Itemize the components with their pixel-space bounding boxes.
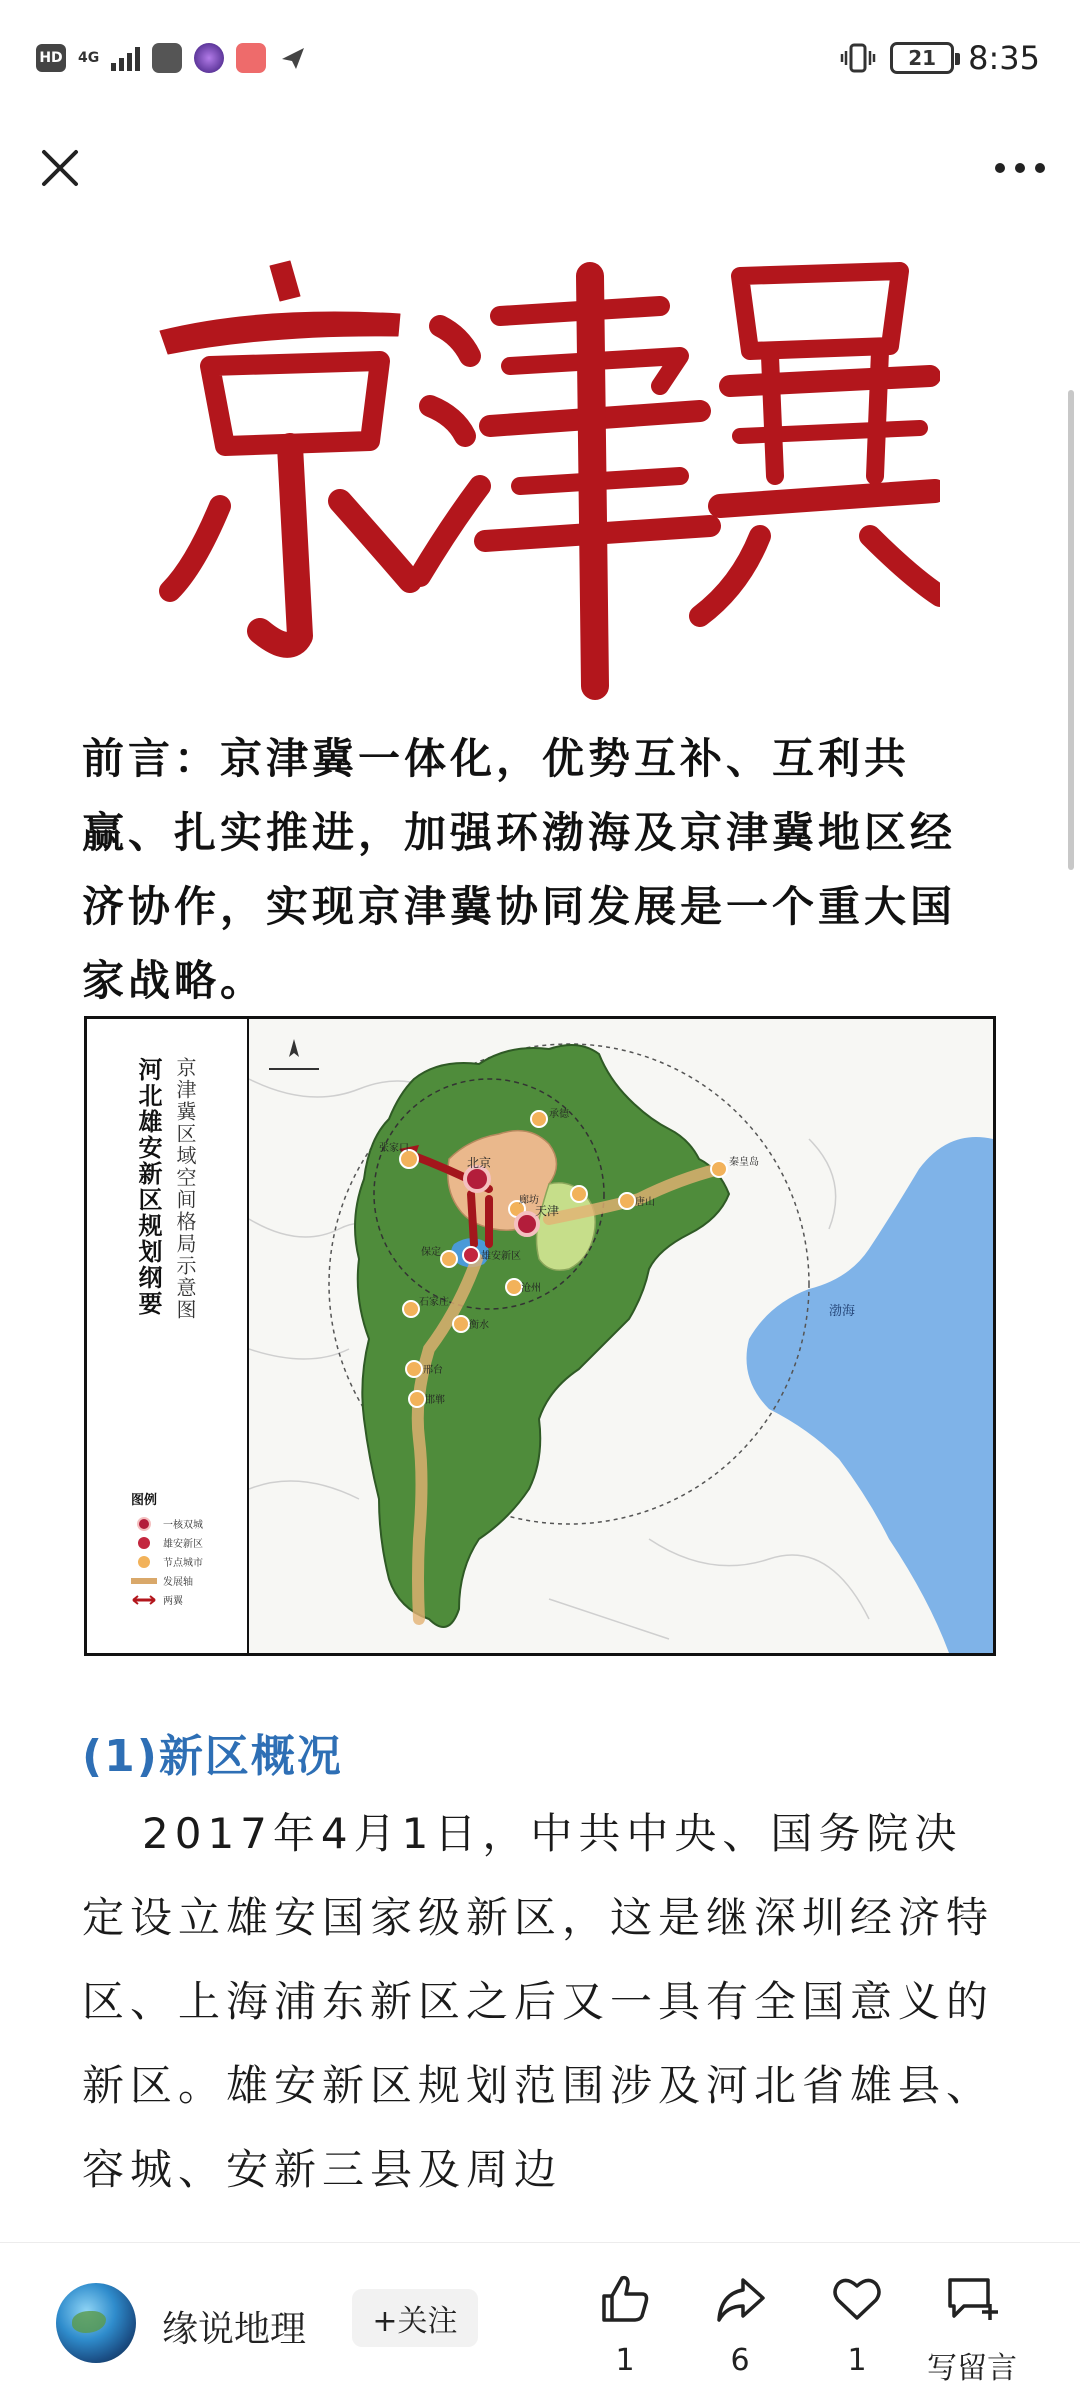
article-body-paragraph: 2017年4月1日，中共中央、国务院决定设立雄安国家级新区，这是继深圳经济特区、上海浦东新区之后又一具有全国意义的新区。雄安新区规划范围涉及河北省雄县、容城、安新三县及周边 (82, 1809, 995, 2194)
jingjinji-map-figure[interactable] (84, 1016, 996, 1656)
label-zhangjiakou: 张家口 (379, 1143, 409, 1154)
shopping-app-icon (236, 43, 266, 73)
hd-badge: HD (36, 44, 66, 72)
legend-label-axis: 发展轴 (163, 1577, 193, 1588)
label-hengshui: 衡水 (469, 1320, 489, 1331)
thumbs-up-icon (598, 2272, 652, 2326)
status-right (840, 36, 1040, 80)
label-chengde: 承德 (549, 1109, 569, 1120)
status-bar (0, 0, 1080, 118)
section-heading: (1)新区概况 (82, 1731, 343, 1782)
comment-button[interactable] (912, 2269, 1032, 2389)
comment-add-icon (944, 2272, 1000, 2326)
label-bohai: 渤海 (829, 1304, 856, 1319)
legend-label-xiongan: 雄安新区 (163, 1539, 203, 1550)
legend-title: 图例 (131, 1493, 158, 1508)
like-count: 1 (615, 2343, 635, 2378)
share-icon (713, 2272, 767, 2326)
more-button[interactable] (980, 136, 1060, 200)
author-name[interactable]: 缘说地理 (162, 2309, 307, 2350)
label-baoding: 保定 (421, 1247, 441, 1258)
close-icon (38, 146, 82, 190)
comment-label: 写留言 (927, 2351, 1017, 2386)
article-content (0, 226, 1080, 2242)
legend-label-wings: 两翼 (163, 1596, 183, 1607)
like-button[interactable] (565, 2269, 685, 2389)
label-handan: 邯郸 (425, 1395, 445, 1406)
bottom-action-bar (0, 2242, 1080, 2400)
share-button[interactable] (680, 2269, 800, 2389)
legend-row-core (131, 1514, 241, 1533)
legend-label-core: 一核双城 (163, 1520, 203, 1531)
close-button[interactable] (28, 136, 92, 200)
message-app-icon (152, 43, 182, 73)
map-drawing (249, 1019, 993, 1653)
legend-row-wings (131, 1590, 241, 1609)
favorite-button[interactable] (797, 2269, 917, 2389)
more-icon (994, 162, 1046, 174)
map-caption-panel (87, 1019, 249, 1653)
share-count: 6 (730, 2343, 750, 2378)
legend-row-xiongan (131, 1533, 241, 1552)
status-left (36, 40, 308, 76)
label-tangshan: 唐山 (635, 1197, 655, 1208)
xiongan-marker (463, 1247, 479, 1263)
signal-icon (111, 45, 140, 71)
jingjinji-calligraphy-title (140, 236, 940, 706)
map-main-title: 河北雄安新区规划纲要 (134, 1057, 162, 1317)
legend-row-axis (131, 1571, 241, 1590)
clock: 8:35 (968, 39, 1040, 77)
top-nav (0, 118, 1080, 226)
scrollbar[interactable] (1068, 390, 1074, 870)
label-langfang: 廊坊 (519, 1195, 539, 1206)
vibrate-icon (840, 40, 876, 76)
purple-app-icon (194, 43, 224, 73)
label-cangzhou: 沧州 (521, 1283, 541, 1294)
send-app-icon (278, 43, 308, 73)
map-subtitle: 京津冀区域空间格局示意图 (173, 1057, 197, 1321)
label-xingtai: 邢台 (423, 1365, 443, 1376)
label-qinhuangdao: 秦皇岛 (729, 1157, 759, 1168)
author-avatar[interactable] (56, 2283, 136, 2363)
legend-label-node: 节点城市 (163, 1558, 203, 1569)
preface-paragraph: 前言：京津冀一体化，优势互补、互利共赢、扎实推进，加强环渤海及京津冀地区经济协作，实现京津冀协同发展是一个重大国家战略。 (82, 734, 957, 1005)
label-shijiazhuang: 石家庄 (419, 1297, 449, 1308)
heart-icon (830, 2272, 884, 2326)
beijing-marker (465, 1167, 489, 1191)
label-beijing: 北京 (467, 1156, 492, 1170)
follow-button[interactable]: +关注 (352, 2289, 478, 2347)
network-type-label: 4G (78, 50, 100, 66)
battery-icon: 21 (890, 42, 954, 74)
label-xiongan: 雄安新区 (481, 1251, 521, 1262)
favorite-count: 1 (847, 2343, 867, 2378)
label-tianjin: 天津 (535, 1204, 560, 1218)
map-legend (131, 1489, 241, 1609)
legend-row-node (131, 1552, 241, 1571)
